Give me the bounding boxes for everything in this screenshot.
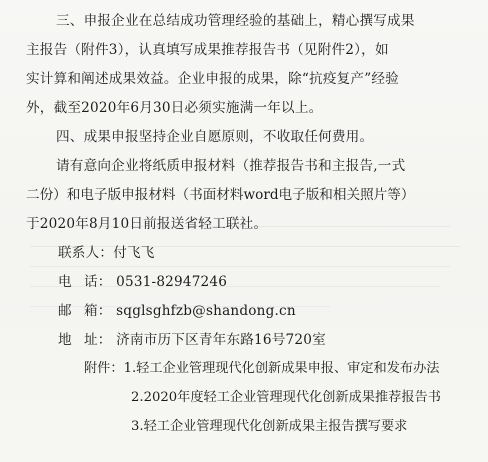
contact-address-label-a: 地 <box>58 332 72 348</box>
contact-phone-label-a: 电 <box>58 274 72 290</box>
paragraph-5-line-3: 于2020年8月10日前报送省轻工联社。 <box>26 216 268 232</box>
paragraph-3-line-4: 外，截至2020年6月30日必须实施满一年以上。 <box>26 100 323 116</box>
attachment-item: 1.轻工企业管理现代化创新成果申报、审定和发布办法 <box>123 361 440 376</box>
contact-person <box>58 244 155 262</box>
attachments-label: 附件： <box>84 361 124 376</box>
paragraph-3-line-1: 三、申报企业在总结成功管理经验的基础上，精心撰写成果 <box>56 13 415 29</box>
contact-email <box>58 302 296 320</box>
contact-address-label-b: 址： <box>84 332 112 348</box>
contact-email-value: sqglsghfzb@shandong.cn <box>116 303 296 319</box>
contact-email-label-b: 箱： <box>84 303 112 319</box>
contact-email-label-a: 邮 <box>58 303 72 319</box>
paragraph-5-line-1: 请有意向企业将纸质申报材料（推荐报告书和主报告,一式 <box>56 158 406 174</box>
contact-phone-label-b: 话： <box>84 274 112 290</box>
attachment-3: 3.轻工企业管理现代化创新成果主报告撰写要求 <box>131 419 408 434</box>
paragraph-3-line-2: 主报告（附件3），认真填写成果推荐报告书（见附件2），如 <box>26 42 389 58</box>
contact-person-label: 联系人： <box>58 245 114 261</box>
paragraph-4-line-1: 四、成果申报坚持企业自愿原则，不收取任何费用。 <box>56 129 374 145</box>
contact-address <box>58 331 326 349</box>
contact-phone <box>58 273 227 291</box>
bleed-through-mark <box>30 266 450 267</box>
paragraph-3-line-3: 实计算和阐述成果效益。企业申报的成果，除“抗疫复产”经验 <box>26 71 399 87</box>
attachment-1 <box>84 360 439 378</box>
paragraph-5-line-2: 二份）和电子版申报材料（书面材料word电子版和相关照片等） <box>26 187 415 203</box>
contact-phone-value: 0531-82947246 <box>116 274 228 290</box>
contact-address-value: 济南市历下区青年东路16号720室 <box>116 332 326 348</box>
attachment-2: 2.2020年度轻工企业管理现代化创新成果推荐报告书 <box>131 390 441 405</box>
contact-person-value: 付飞飞 <box>113 245 155 261</box>
